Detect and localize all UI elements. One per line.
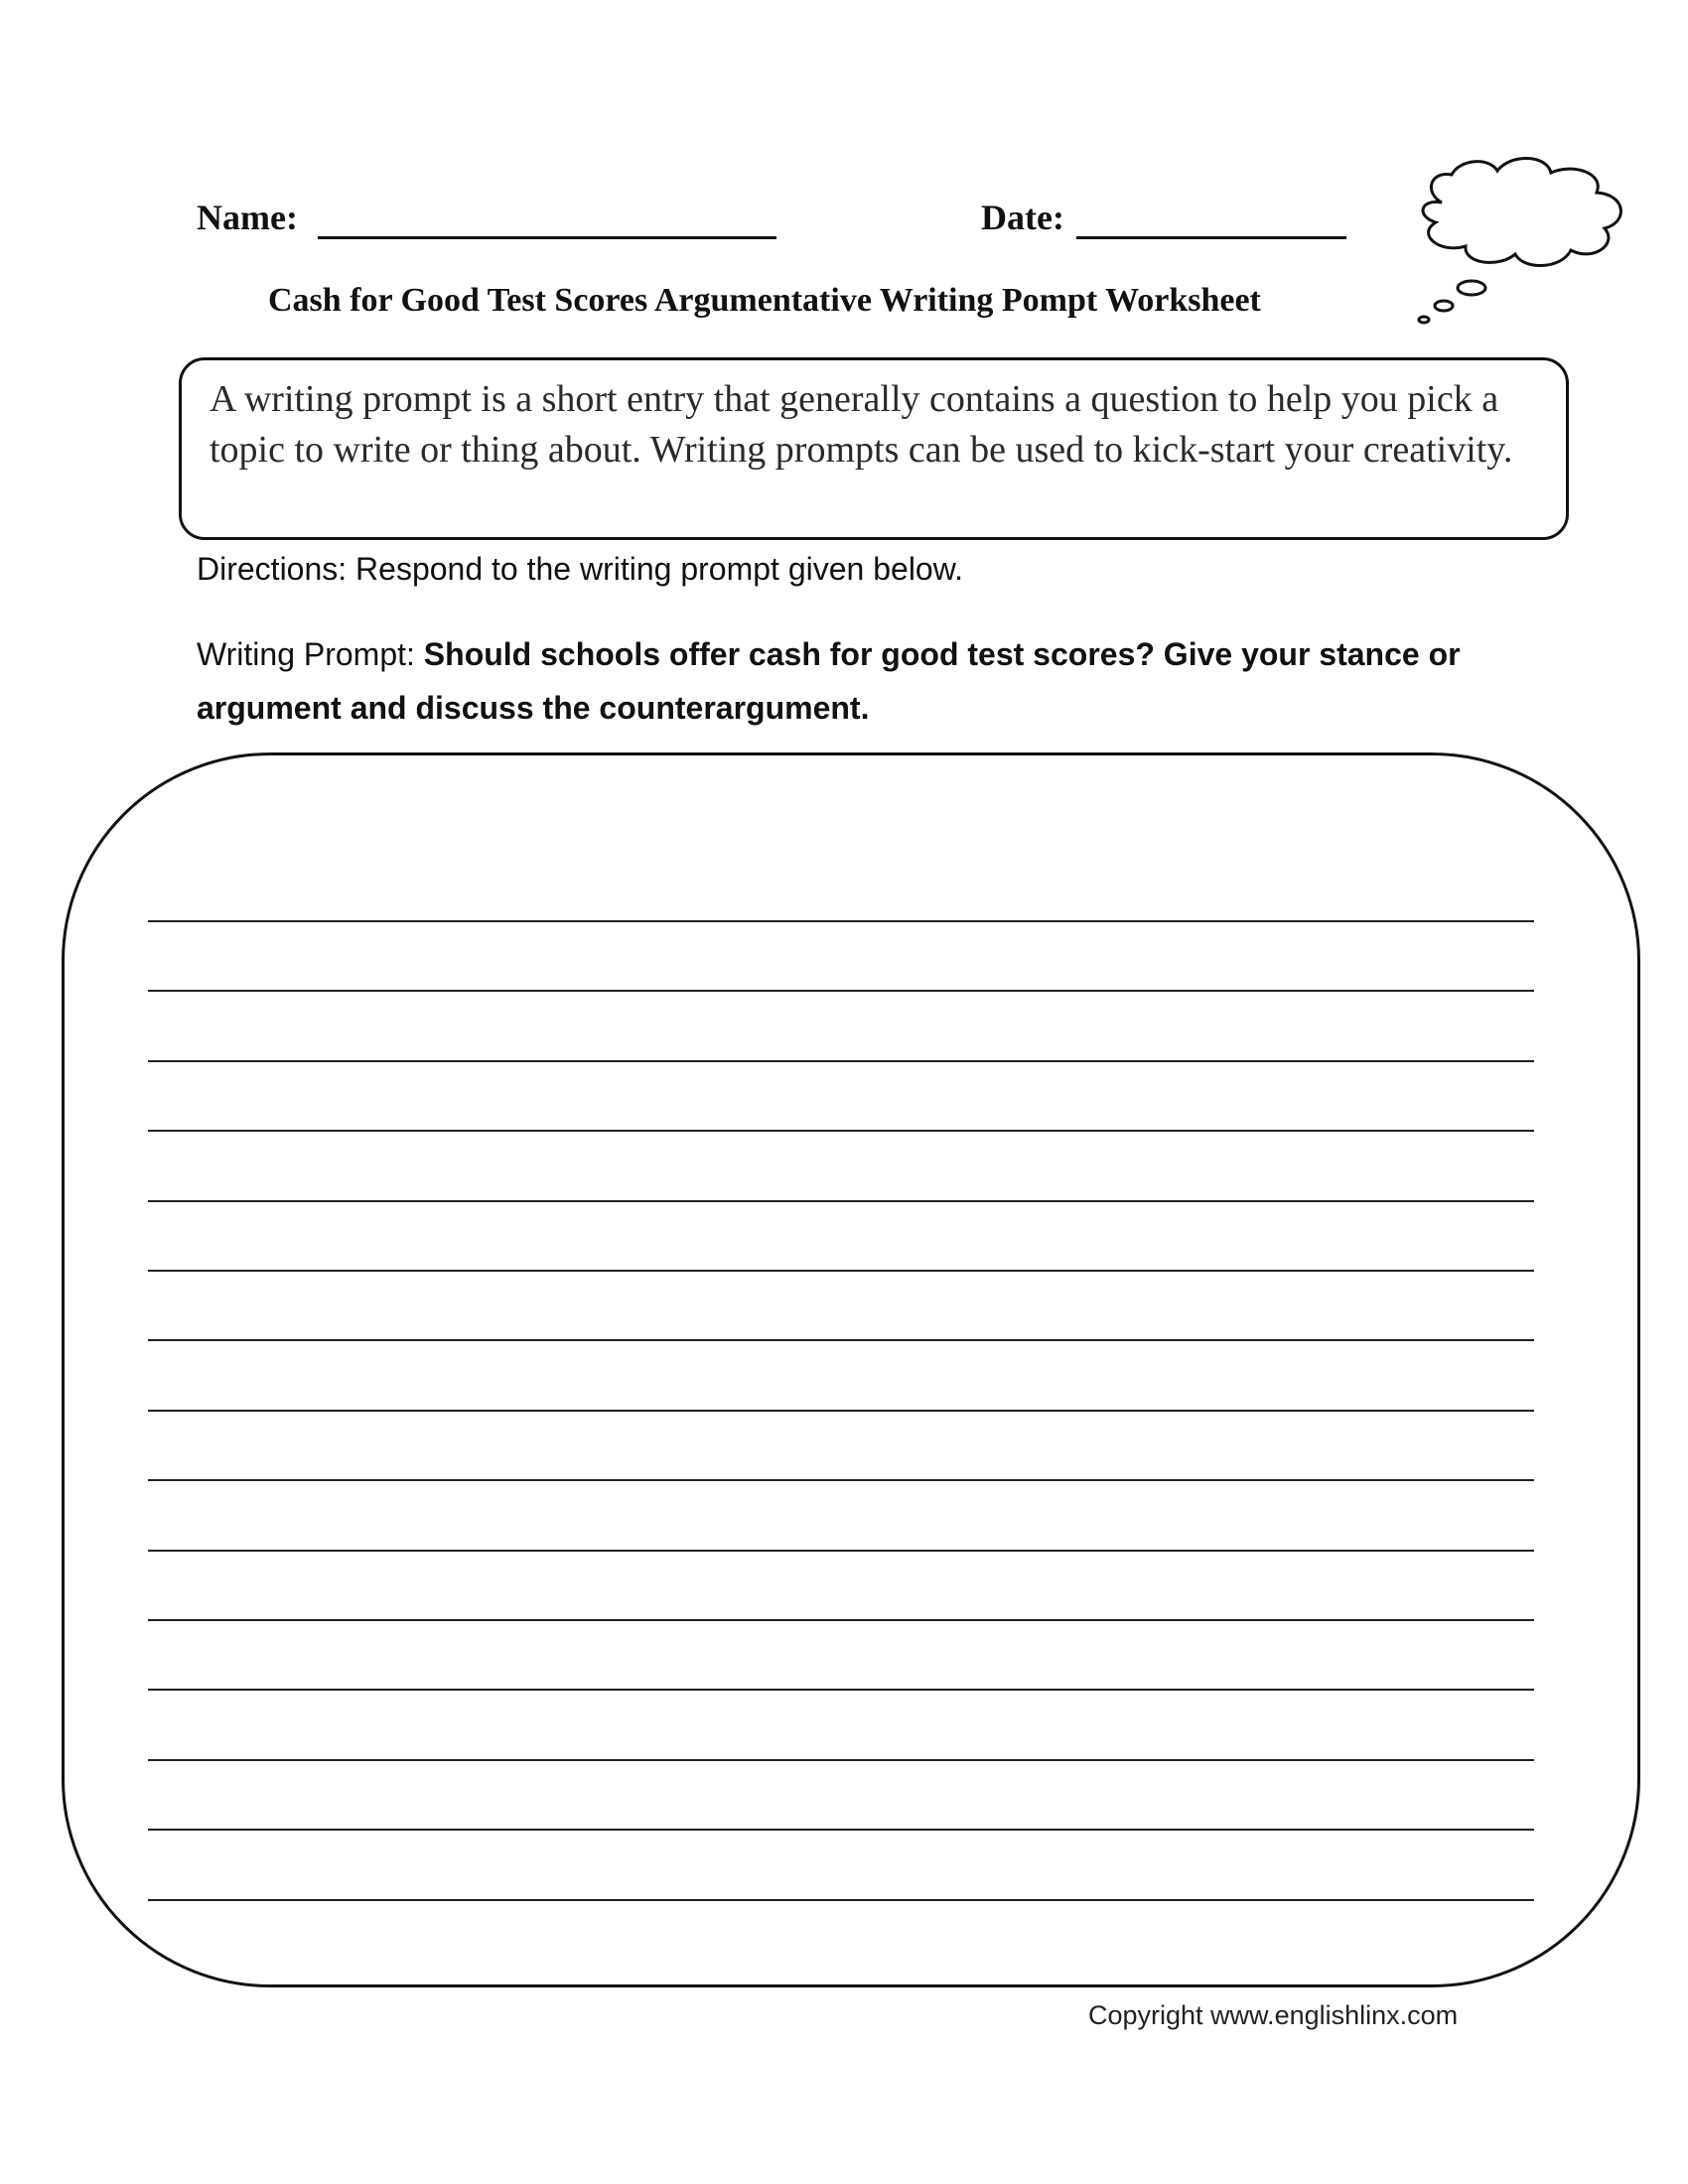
- writing-line[interactable]: [148, 920, 1534, 922]
- prompt-question: Should schools offer cash for good test scores? Give your stance or argument and discuss the counterargument.: [197, 636, 1461, 726]
- thought-cloud-icon: [1402, 151, 1640, 328]
- writing-line[interactable]: [148, 1130, 1534, 1132]
- name-label: Name:: [197, 198, 298, 237]
- writing-line[interactable]: [148, 1759, 1534, 1761]
- writing-line[interactable]: [148, 1689, 1534, 1691]
- directions-text: Directions: Respond to the writing prompt given below.: [197, 551, 963, 587]
- name-blank[interactable]: [318, 236, 776, 239]
- writing-area[interactable]: [62, 752, 1640, 1987]
- writing-line[interactable]: [148, 990, 1534, 992]
- intro-box: [179, 357, 1569, 540]
- prompt-label: Writing Prompt:: [197, 636, 415, 672]
- intro-text: A writing prompt is a short entry that generally contains a question to help you pick a topic to write or thing about. Writing prompts can be used to kick-start your creativity.: [210, 378, 1513, 471]
- writing-line[interactable]: [148, 1339, 1534, 1341]
- date-label: Date:: [981, 198, 1064, 237]
- writing-line[interactable]: [148, 1550, 1534, 1552]
- writing-line[interactable]: [148, 1410, 1534, 1412]
- writing-line[interactable]: [148, 1899, 1534, 1901]
- writing-line[interactable]: [148, 1829, 1534, 1831]
- writing-line[interactable]: [148, 1060, 1534, 1062]
- writing-line[interactable]: [148, 1270, 1534, 1272]
- worksheet-title: Cash for Good Test Scores Argumentative Writing Pompt Worksheet: [268, 282, 1261, 319]
- copyright-text: Copyright www.englishlinx.com: [1088, 2000, 1459, 2030]
- writing-line[interactable]: [148, 1479, 1534, 1481]
- writing-prompt: [197, 627, 1517, 735]
- date-blank[interactable]: [1076, 236, 1346, 239]
- writing-line[interactable]: [148, 1619, 1534, 1621]
- writing-line[interactable]: [148, 1200, 1534, 1202]
